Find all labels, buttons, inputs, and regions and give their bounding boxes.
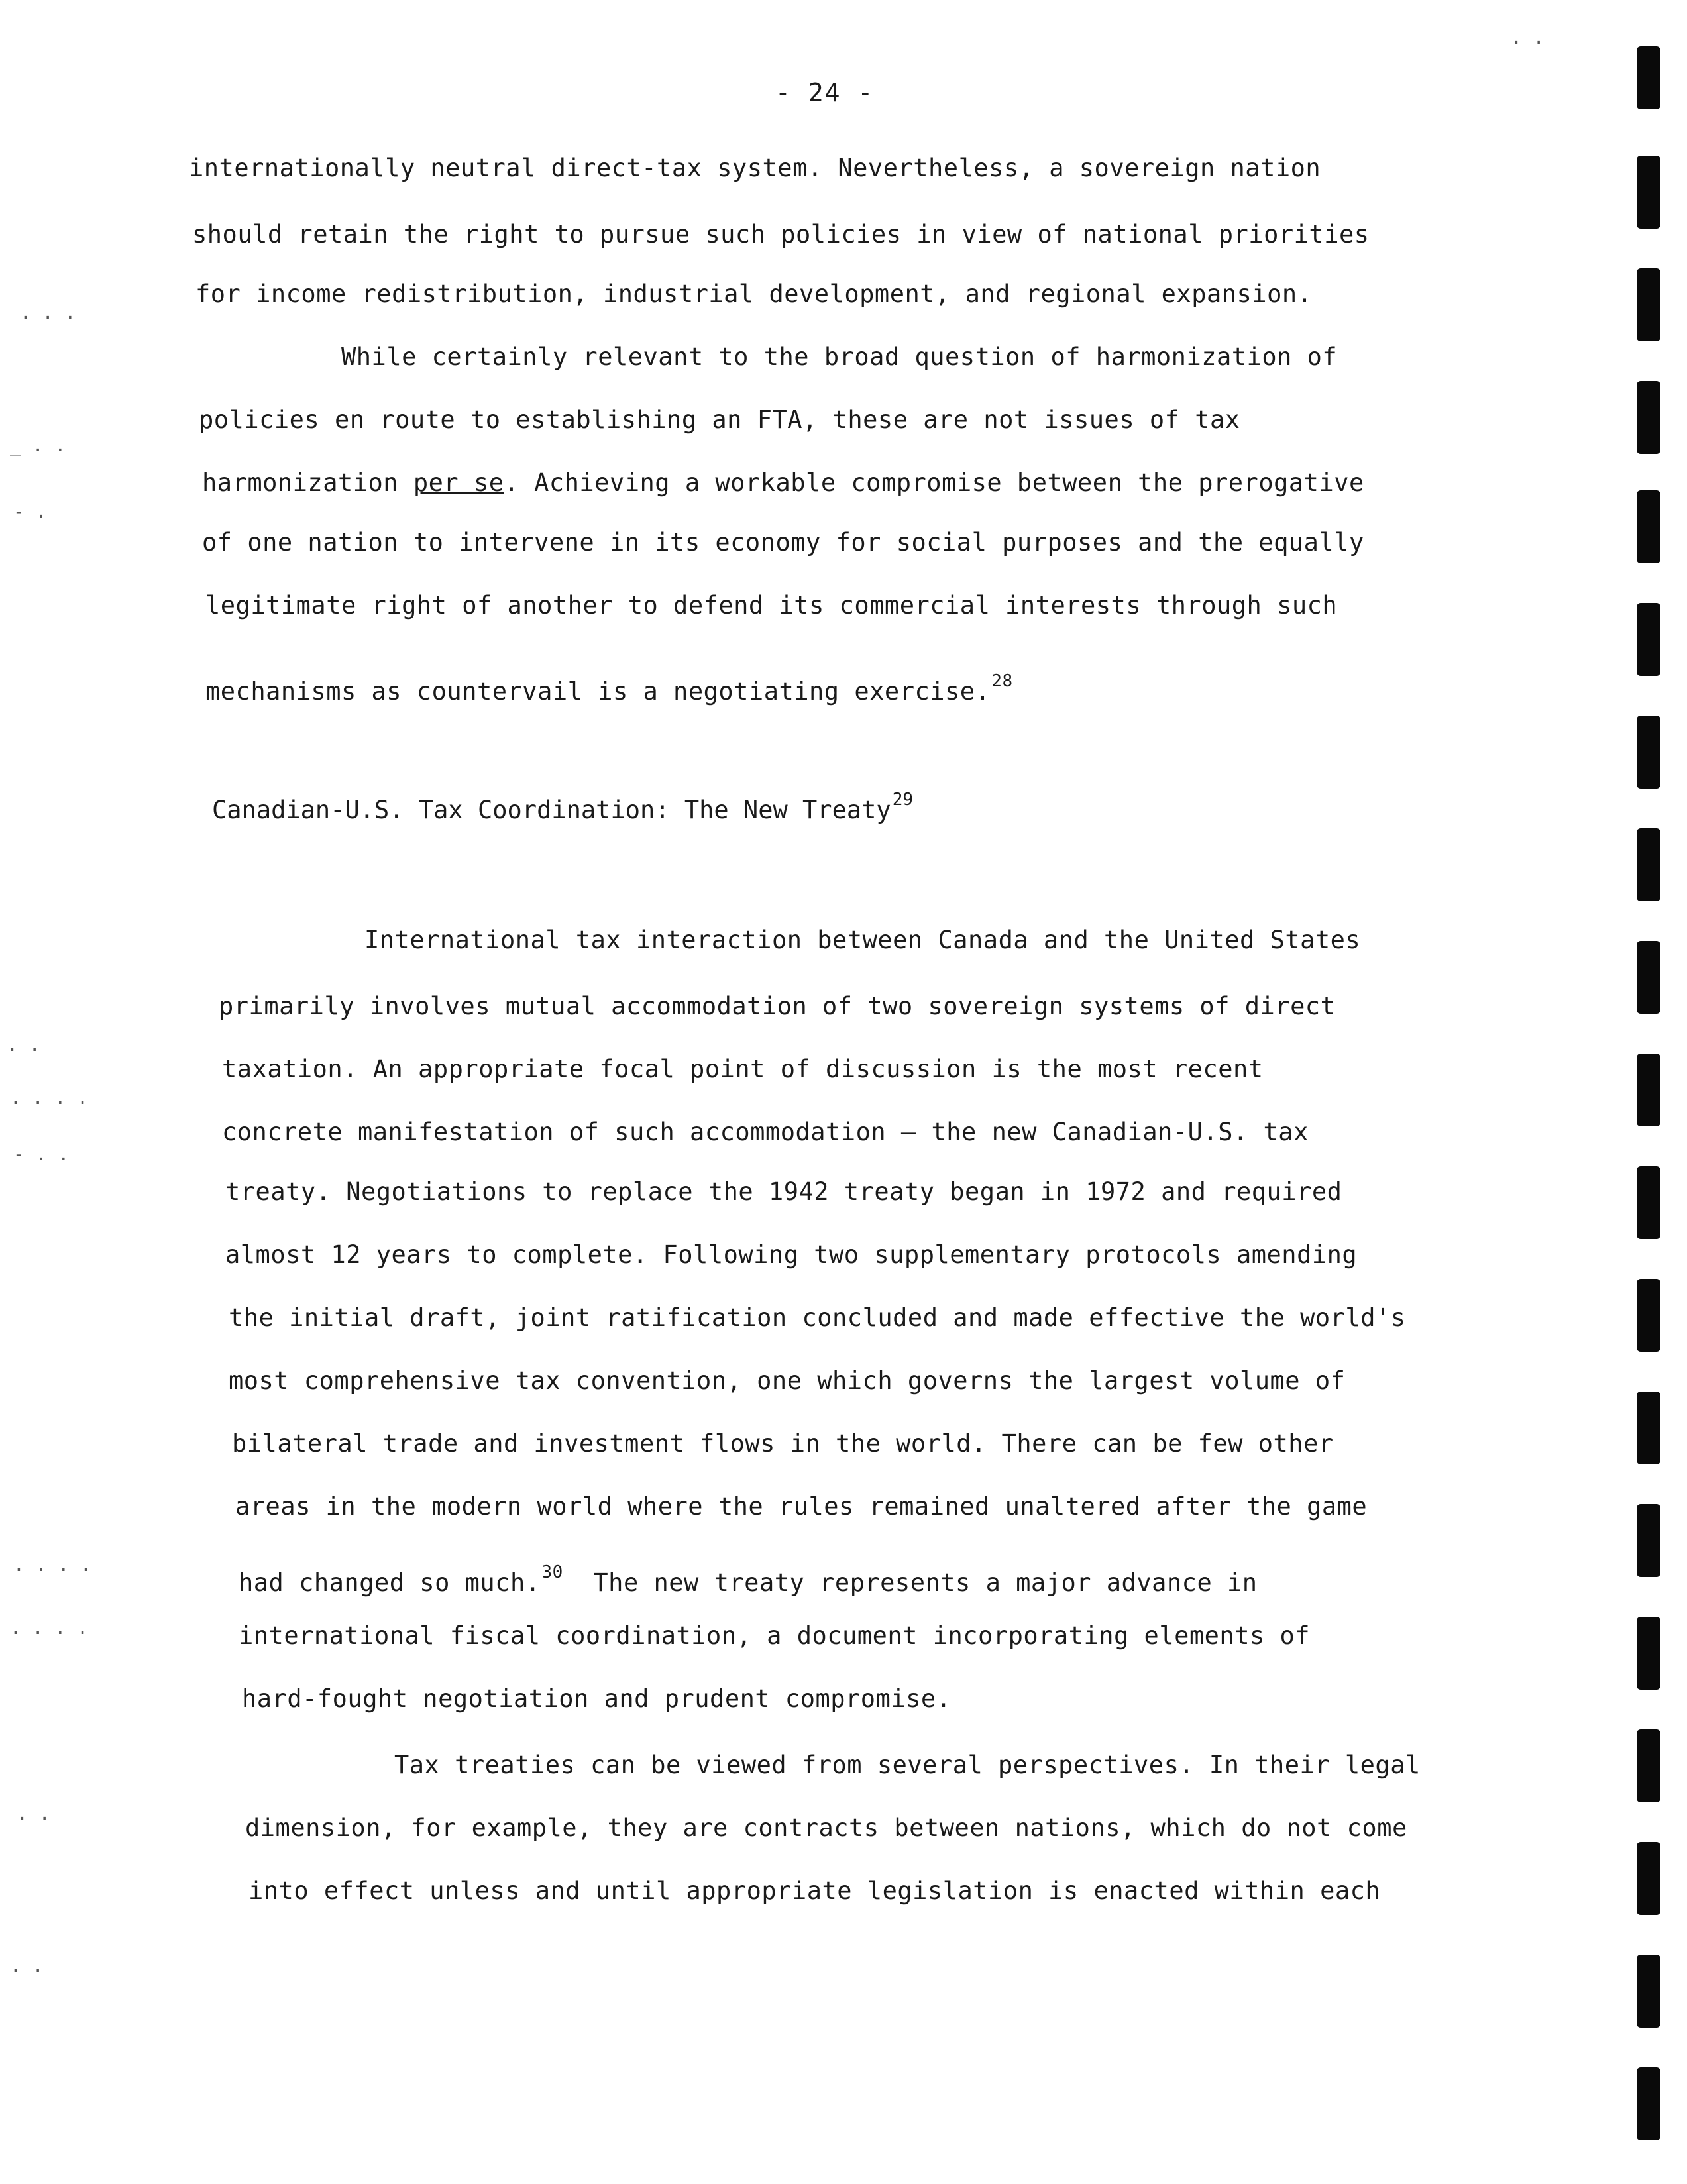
para2-line-4: of one nation to intervene in its economy for social purposes and the equally <box>202 528 1364 557</box>
footnote-30: 30 <box>541 1562 563 1582</box>
binding-mark <box>1637 2067 1660 2140</box>
para1-line-2: should retain the right to pursue such policies in view of national priorities <box>192 220 1370 248</box>
para1-line-1: internationally neutral direct-tax system. Nevertheless, a sovereign nation <box>189 154 1321 182</box>
binding-mark <box>1637 46 1660 109</box>
scan-speck: . . . . <box>10 1087 89 1109</box>
para3-line-8: most comprehensive tax convention, one which governs the largest volume of <box>229 1366 1346 1395</box>
scan-speck: . . . <box>20 301 76 323</box>
para1-line-3: for income redistribution, industrial development, and regional expansion. <box>195 280 1313 308</box>
binding-mark <box>1637 156 1660 229</box>
scan-speck: - . <box>13 500 47 522</box>
binding-mark <box>1637 1166 1660 1239</box>
para3-line-9: bilateral trade and investment flows in the world. There can be few other <box>232 1429 1334 1458</box>
para3-line-2: primarily involves mutual accommodation of two sovereign systems of direct <box>219 992 1336 1020</box>
binding-mark <box>1637 828 1660 901</box>
binding-mark <box>1637 1955 1660 2028</box>
para2-line-3 <box>202 470 1364 495</box>
para3-line-5: treaty. Negotiations to replace the 1942 treaty began in 1972 and required <box>225 1177 1342 1206</box>
binding-mark <box>1637 1054 1660 1126</box>
para4-line-3: into effect unless and until appropriate legislation is enacted within each <box>248 1877 1381 1905</box>
page-number: - 24 - <box>775 78 875 107</box>
footnote-29: 29 <box>892 790 914 810</box>
scan-speck: . . <box>17 1802 50 1824</box>
binding-mark <box>1637 268 1660 341</box>
para2-line-6 <box>205 673 1013 704</box>
para2-line-2: policies en route to establishing an FTA, these are not issues of tax <box>199 406 1240 434</box>
para3-line-7: the initial draft, joint ratification concluded and made effective the world's <box>229 1303 1406 1332</box>
para3-line-10: areas in the modern world where the rules remained unaltered after the game <box>235 1492 1368 1521</box>
para3-line-11-text: had changed so much. <box>239 1568 541 1597</box>
section-heading-text: Canadian-U.S. Tax Coordination: The New Treaty <box>212 796 891 824</box>
scan-speck: _ . . <box>10 434 66 456</box>
binding-mark <box>1637 1279 1660 1352</box>
para3-line-3: taxation. An appropriate focal point of discussion is the most recent <box>222 1055 1264 1083</box>
binding-mark <box>1637 1842 1660 1915</box>
scan-speck: - . . <box>13 1143 70 1165</box>
para3-line-1: International tax interaction between Canada and the United States <box>364 926 1361 954</box>
scan-speck: . . <box>7 1034 40 1056</box>
para3-line-11 <box>239 1564 1258 1595</box>
binding-mark <box>1637 1504 1660 1577</box>
binding-mark <box>1637 1617 1660 1690</box>
scan-speck: . . . . <box>13 1554 92 1576</box>
binding-mark <box>1637 603 1660 676</box>
binding-marks <box>1621 0 1687 2184</box>
binding-mark <box>1637 381 1660 454</box>
para2-line-3-prefix: harmonization <box>202 468 413 497</box>
para2-line-3-rest: Achieving a workable compromise between the prerogative <box>534 468 1364 497</box>
para4-line-1: Tax treaties can be viewed from several perspectives. In their legal <box>394 1751 1421 1779</box>
binding-mark <box>1637 1392 1660 1464</box>
footnote-28: 28 <box>991 671 1013 691</box>
binding-mark <box>1637 716 1660 789</box>
section-heading <box>212 790 913 824</box>
binding-mark <box>1637 941 1660 1014</box>
binding-mark <box>1637 490 1660 563</box>
scan-speck: . . . . <box>10 1617 89 1639</box>
para2-line-6-text: mechanisms as countervail is a negotiating exercise. <box>205 677 991 706</box>
para2-line-3-suffix: . <box>504 468 535 497</box>
para3-line-6: almost 12 years to complete. Following two supplementary protocols amending <box>225 1240 1358 1269</box>
per-se-emphasis: per se <box>413 468 504 497</box>
scan-speck: . . <box>10 1955 44 1977</box>
scan-speck: . . <box>1511 27 1545 48</box>
para4-line-2: dimension, for example, they are contracts between nations, which do not come <box>245 1814 1407 1842</box>
para3-line-4: concrete manifestation of such accommodation — the new Canadian-U.S. tax <box>222 1118 1309 1146</box>
para3-line-12: international fiscal coordination, a document incorporating elements of <box>239 1621 1311 1650</box>
binding-mark <box>1637 1729 1660 1802</box>
para3-line-13: hard-fought negotiation and prudent compromise. <box>242 1684 952 1713</box>
para3-line-11-rest: The new treaty represents a major advance in <box>593 1568 1258 1597</box>
para2-line-1: While certainly relevant to the broad question of harmonization of <box>341 343 1338 371</box>
para2-line-5: legitimate right of another to defend its commercial interests through such <box>205 591 1338 620</box>
